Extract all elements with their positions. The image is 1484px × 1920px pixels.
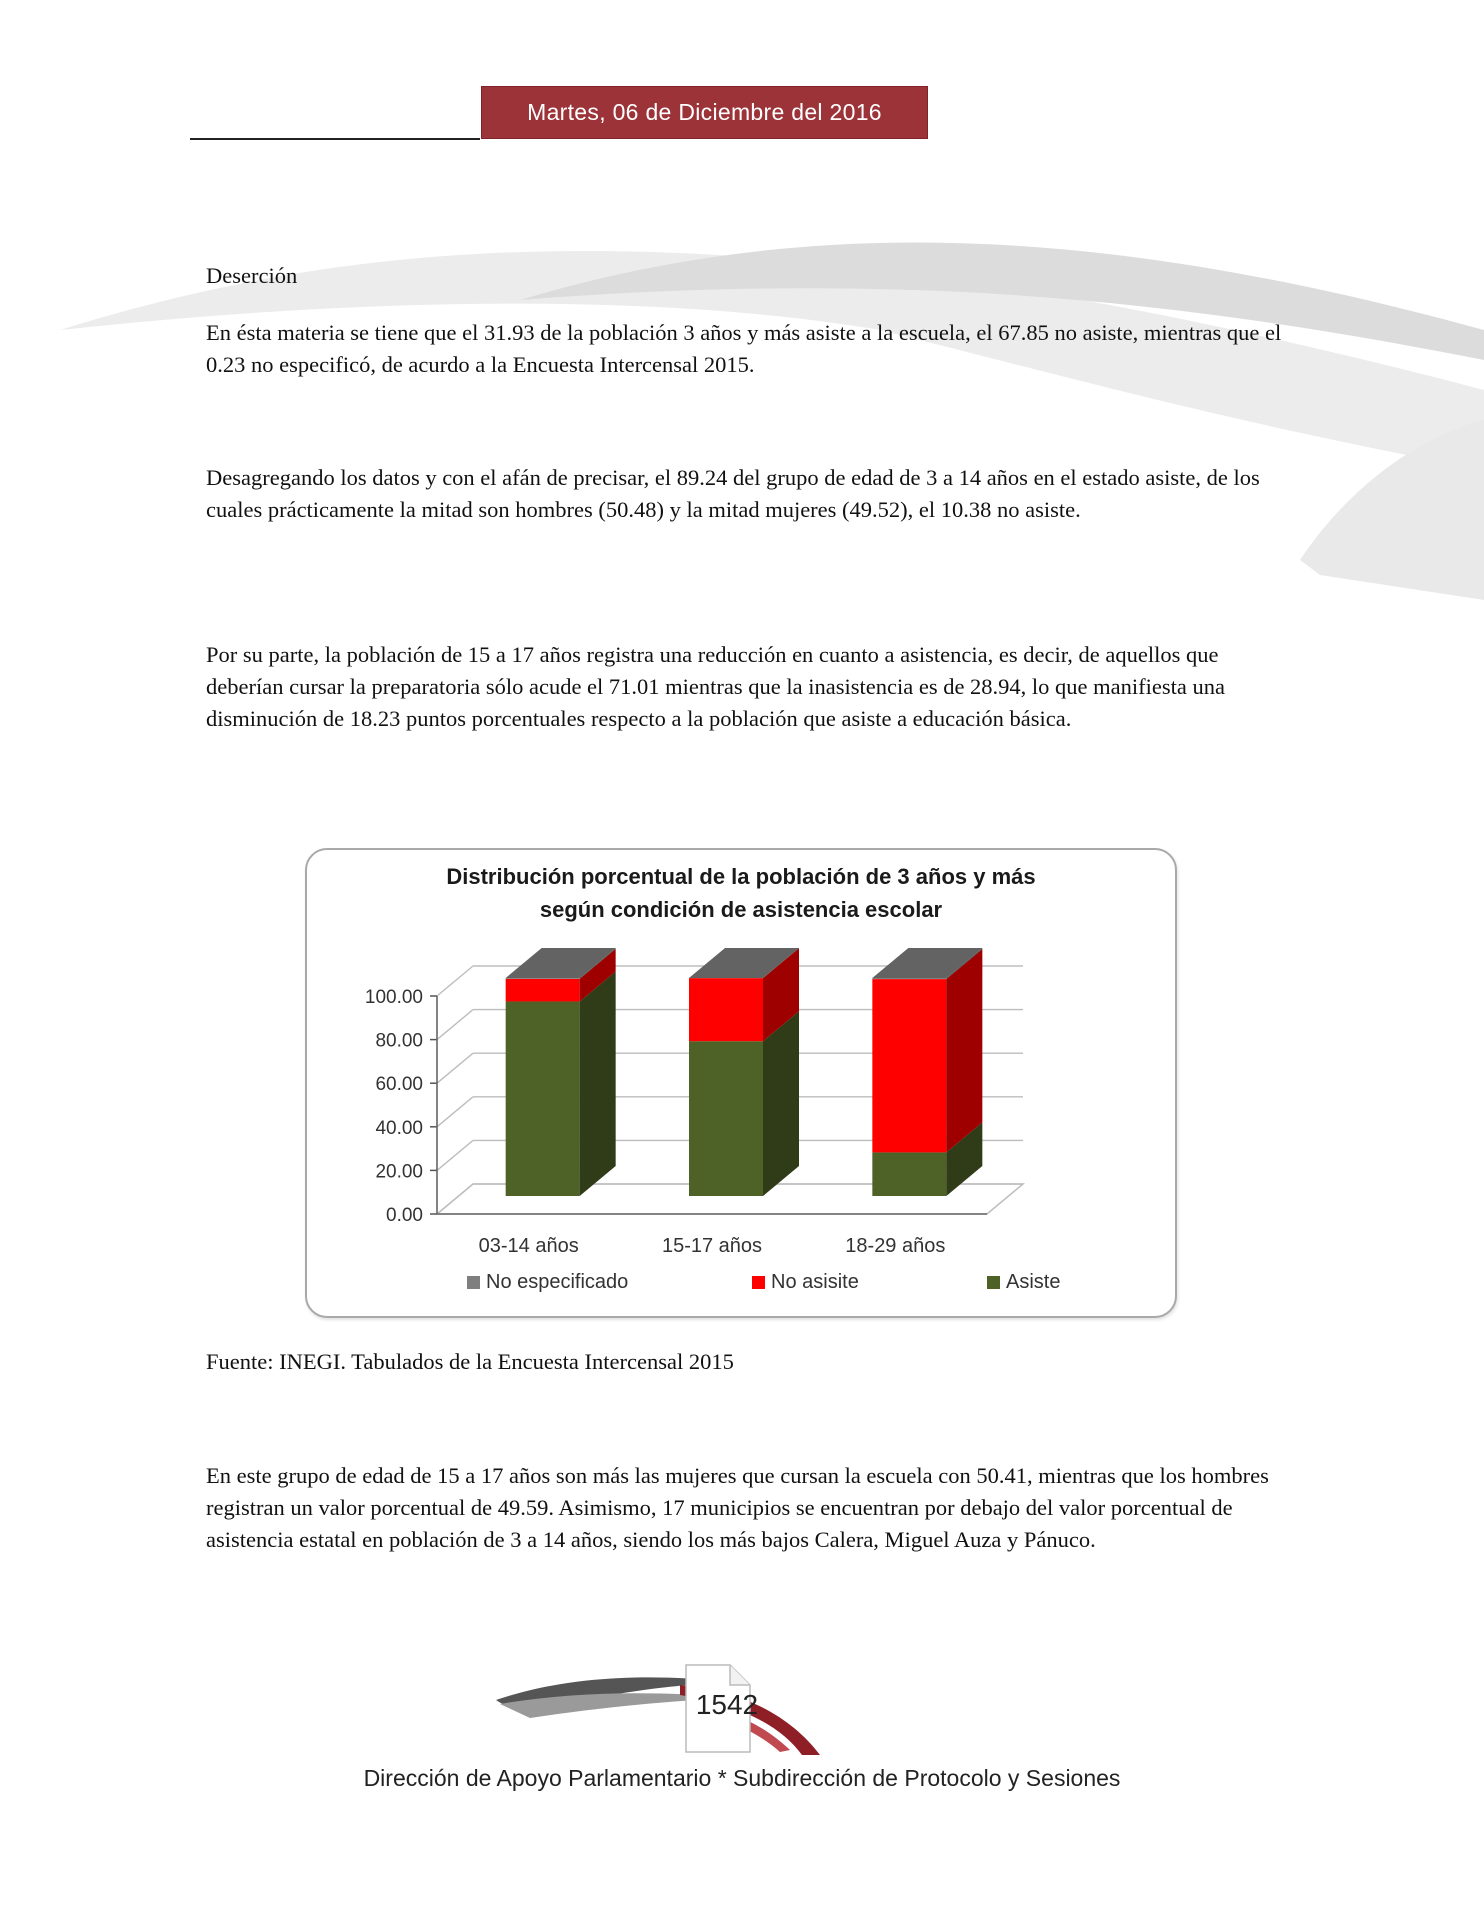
section-heading: Deserción: [206, 263, 298, 288]
chart-gridline-side: [437, 1097, 473, 1127]
chart-bar-segment-front: [506, 979, 580, 1002]
chart-legend-swatch: [752, 1276, 765, 1289]
chart-legend-label: Asiste: [1006, 1271, 1061, 1293]
chart-legend-label: No asisite: [771, 1271, 859, 1293]
paragraph-4: En este grupo de edad de 15 a 17 años son más las mujeres que cursan la escuela con 50.41, mientras que los hombres registran un valor porcentual de 49.59. Asimismo, 17 municipios se encuentran por debajo del valor porcentual de asistencia estatal en población de 3 a 14 años, siendo los más bajos Calera, Miguel Auza y Pánuco.: [206, 1463, 1269, 1552]
page-number: 1542: [695, 1689, 759, 1720]
chart-gridline-side: [437, 966, 473, 996]
chart-x-tick-label: 03-14 años: [478, 1235, 579, 1257]
chart-frame: [305, 848, 1177, 1318]
chart-legend-swatch: [987, 1276, 1000, 1289]
chart-legend-swatch: [467, 1276, 480, 1289]
chart-y-tick-label: 60.00: [375, 1074, 423, 1096]
chart-title-line: según condición de asistencia escolar: [539, 897, 943, 922]
chart-y-tick-label: 20.00: [375, 1161, 423, 1183]
chart-title-line: Distribución porcentual de la población de 3 años y más: [446, 864, 1036, 889]
chart-x-tick-label: 18-29 años: [845, 1235, 946, 1257]
paragraph-3: Por su parte, la población de 15 a 17 años registra una reducción en cuanto a asistencia, es decir, de aquellos que deberían cursar la preparatoria sólo acude el 71.01 mientras que la inasistencia es de 28.94, lo que manifiesta una disminución de 18.23 puntos porcentuales respecto a la población que asiste a educación básica.: [206, 642, 1225, 731]
chart-bar-segment-front: [872, 979, 946, 1152]
chart-bar-segment-front: [872, 978, 946, 979]
chart-bar-segment-side: [580, 971, 616, 1196]
chart-bar-segment-front: [689, 1041, 763, 1196]
chart-gridline-side: [437, 1140, 473, 1170]
page-number-swoosh: [490, 1660, 830, 1760]
chart-source: Fuente: INEGI. Tabulados de la Encuesta Intercensal 2015: [206, 1349, 734, 1374]
chart-bar-segment-side: [946, 949, 982, 1152]
chart-bar-segment-front: [872, 1152, 946, 1196]
chart-legend-label: No especificado: [486, 1271, 629, 1293]
chart-bar-segment-front: [506, 1001, 580, 1196]
paragraph-2: Desagregando los datos y con el afán de precisar, el 89.24 del grupo de edad de 3 a 14 años en el estado asiste, de los cuales prácticamente la mitad son hombres (50.48) y la mitad mujeres (49.52), el 10.38 no asiste.: [206, 465, 1260, 522]
chart-y-tick-label: 40.00: [375, 1117, 423, 1139]
chart-gridline-side: [437, 1053, 473, 1083]
chart-bar-segment-front: [506, 978, 580, 979]
page-footer: Dirección de Apoyo Parlamentario * Subdirección de Protocolo y Sesiones: [363, 1765, 1121, 1791]
chart-x-tick-label: 15-17 años: [661, 1235, 763, 1257]
header-rule: [190, 138, 480, 140]
chart-y-tick-label: 0.00: [386, 1205, 423, 1226]
chart-bar-segment-side: [763, 1011, 799, 1196]
header-date-banner: [481, 86, 928, 139]
chart-bar-segment-front: [689, 978, 763, 1041]
header-date: Martes, 06 de Diciembre del 2016: [527, 99, 882, 125]
chart-y-tick-label: 100.00: [364, 987, 423, 1008]
stacked-bar-chart: [307, 850, 1175, 1316]
paragraph-1: En ésta materia se tiene que el 31.93 de la población 3 años y más asiste a la escuela, el 67.85 no asiste, mientras que el 0.23 no especificó, de acurdo a la Encuesta Intercensal 2015.: [206, 320, 1282, 377]
chart-y-tick-label: 80.00: [375, 1030, 423, 1052]
chart-gridline-side: [437, 1010, 473, 1040]
